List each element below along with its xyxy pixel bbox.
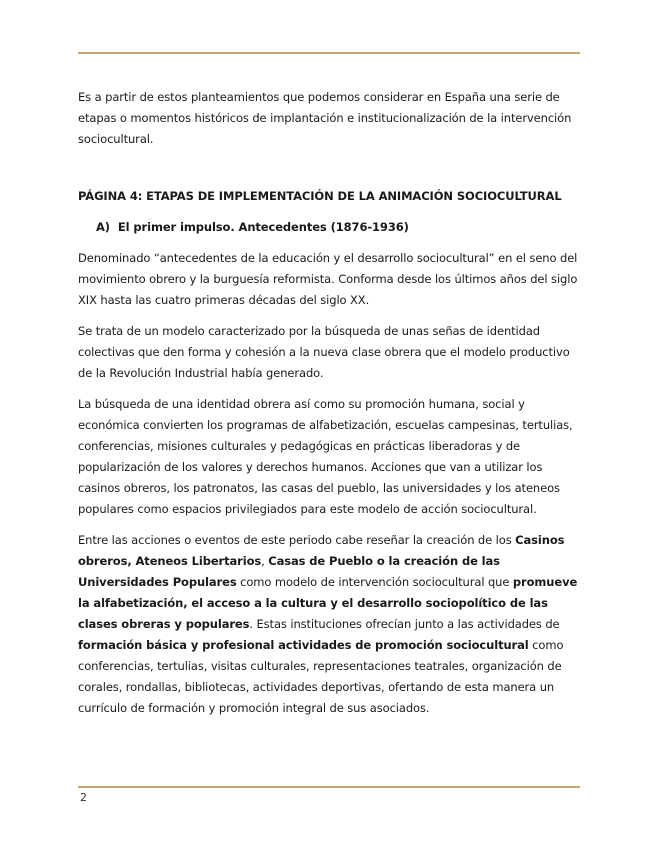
section-heading: PÁGINA 4: ETAPAS DE IMPLEMENTACIÓN DE LA ANIMACIÓN SOCIOCULTURAL <box>78 189 562 203</box>
subheading-text: El primer impulso. Antecedentes (1876-1936) <box>117 220 409 234</box>
page-content <box>78 87 580 729</box>
paragraph-2: Se trata de un modelo caracterizado por la búsqueda de unas señas de identidad colectivas que den forma y cohesión a la nueva clase obrera que el modelo productivo de la Revolución Industrial había generado. <box>78 324 570 380</box>
header-rule <box>78 52 580 54</box>
p4-text-3: como modelo de intervención sociocultural que <box>236 575 513 589</box>
intro-paragraph: Es a partir de estos planteamientos que podemos considerar en España una serie de etapas o momentos históricos de implantación e institucionalización de la intervención sociocultural. <box>78 90 572 146</box>
p4-bold-2: Casas de Pueblo o la creación de las Universidades Populares <box>78 554 500 589</box>
p4-text-1: Entre las acciones o eventos de este periodo cabe reseñar la creación de los <box>78 533 516 547</box>
p4-bold-4: formación básica y profesional actividades de promoción sociocultural <box>78 638 529 652</box>
paragraph-1: Denominado “antecedentes de la educación y el desarrollo sociocultural” en el seno del movimiento obrero y la burguesía reformista. Conforma desde los últimos años del siglo XIX hasta las cuatro primeras décadas del siglo XX. <box>78 251 578 307</box>
paragraph-4 <box>78 530 580 719</box>
subheading-label: A) <box>96 220 110 234</box>
paragraph-3: La búsqueda de una identidad obrera así como su promoción humana, social y económica convierten los programas de alfabetización, escuelas campesinas, tertulias, conferencias, misiones culturales y pedagógicas en prácticas liberadoras y de popularización de los valores y derechos humanos. Acciones que van a utilizar los casinos obreros, los patronatos, las casas del pueblo, las universidades y los ateneos populares como espacios privilegiados para este modelo de acción sociocultural. <box>78 397 573 516</box>
p4-text-4: . Estas instituciones ofrecían junto a las actividades de <box>249 617 560 631</box>
p4-text-5: como conferencias, tertulias, visitas culturales, representaciones teatrales, organización de corales, rondallas, bibliotecas, actividades deportivas, ofertando de esta manera un currículo de formación y promoción integral de sus asociados. <box>78 638 564 715</box>
page-number: 2 <box>80 791 87 804</box>
p4-bold-3: promueve la alfabetización, el acceso a la cultura y el desarrollo sociopolítico de las clases obreras y populares <box>78 575 578 631</box>
p4-text-2: , <box>261 554 269 568</box>
p4-bold-1: Casinos obreros, Ateneos Libertarios <box>78 533 565 568</box>
footer-rule <box>78 786 580 788</box>
subheading <box>96 217 580 238</box>
